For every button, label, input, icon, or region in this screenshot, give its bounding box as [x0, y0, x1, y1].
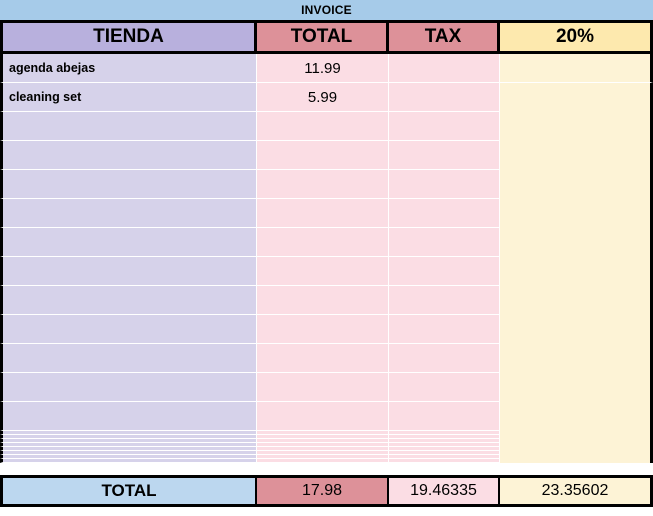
- column-header-percent[interactable]: [500, 23, 653, 51]
- cell-tienda[interactable]: [0, 344, 257, 373]
- cell-total[interactable]: [257, 373, 389, 402]
- cell-total[interactable]: [257, 257, 389, 286]
- total-row-percent-cell[interactable]: [500, 478, 653, 504]
- cell-tienda[interactable]: [0, 402, 257, 431]
- cell-total[interactable]: [257, 344, 389, 373]
- total-row-tax-value: 19.46335: [410, 482, 477, 499]
- cell-total[interactable]: [257, 459, 389, 463]
- table-header-row: [0, 20, 653, 54]
- column-header-tienda-label: TIENDA: [93, 26, 164, 47]
- cell-tax[interactable]: [389, 170, 500, 199]
- cell-total-text: 5.99: [307, 88, 338, 106]
- invoice-title: INVOICE: [301, 3, 352, 17]
- cell-tienda[interactable]: [0, 286, 257, 315]
- cell-tienda[interactable]: [0, 199, 257, 228]
- column-header-tax-label: TAX: [424, 26, 462, 47]
- cell-tax[interactable]: [389, 112, 500, 141]
- column-header-total[interactable]: [257, 23, 389, 51]
- cell-tienda[interactable]: [0, 112, 257, 141]
- column-header-tienda[interactable]: [0, 23, 257, 51]
- cell-tax[interactable]: [389, 286, 500, 315]
- total-row-total-value: 17.98: [301, 482, 343, 499]
- cell-total-text: 11.99: [304, 59, 341, 77]
- column-header-percent-label: 20%: [555, 26, 595, 47]
- cell-tax[interactable]: [389, 315, 500, 344]
- cell-total[interactable]: [257, 402, 389, 431]
- column-header-tax[interactable]: [389, 23, 500, 51]
- cell-total[interactable]: [257, 83, 389, 112]
- cell-tienda[interactable]: [0, 459, 257, 463]
- total-row-tax-cell[interactable]: [389, 478, 500, 504]
- cell-total[interactable]: [257, 228, 389, 257]
- cell-total[interactable]: [257, 141, 389, 170]
- cell-tax[interactable]: [389, 141, 500, 170]
- column-header-total-label: TOTAL: [290, 26, 353, 47]
- total-row: [0, 475, 653, 507]
- table-row: [0, 54, 653, 83]
- cell-tax[interactable]: [389, 459, 500, 463]
- cell-tienda[interactable]: [0, 170, 257, 199]
- cell-tienda[interactable]: [0, 141, 257, 170]
- cell-tienda[interactable]: [0, 315, 257, 344]
- cell-tax[interactable]: [389, 344, 500, 373]
- cell-tienda[interactable]: [0, 54, 257, 83]
- cell-total[interactable]: [257, 199, 389, 228]
- total-row-total-cell[interactable]: [257, 478, 389, 504]
- cell-tienda[interactable]: [0, 83, 257, 112]
- cell-total[interactable]: [257, 54, 389, 83]
- cell-tienda[interactable]: [0, 228, 257, 257]
- cell-tienda-text: cleaning set: [9, 90, 82, 104]
- cell-tienda-text: agenda abejas: [9, 61, 96, 75]
- cell-percent[interactable]: [500, 54, 653, 83]
- cell-total[interactable]: [257, 315, 389, 344]
- cell-total[interactable]: [257, 286, 389, 315]
- total-row-label: TOTAL: [101, 481, 157, 500]
- merged-percent-cell[interactable]: [500, 83, 653, 463]
- total-row-percent-value: 23.35602: [541, 482, 609, 499]
- cell-tax[interactable]: [389, 83, 500, 112]
- table-body: [0, 54, 653, 463]
- cell-tax[interactable]: [389, 257, 500, 286]
- cell-tax[interactable]: [389, 402, 500, 431]
- cell-tax[interactable]: [389, 228, 500, 257]
- cell-tax[interactable]: [389, 373, 500, 402]
- invoice-banner: [0, 0, 653, 20]
- cell-tienda[interactable]: [0, 257, 257, 286]
- row-gap: [0, 463, 653, 475]
- cell-tax[interactable]: [389, 199, 500, 228]
- cell-total[interactable]: [257, 112, 389, 141]
- cell-tienda[interactable]: [0, 373, 257, 402]
- cell-total[interactable]: [257, 170, 389, 199]
- cell-tax[interactable]: [389, 54, 500, 83]
- total-row-label-cell[interactable]: [0, 478, 257, 504]
- bottom-filler: [0, 507, 653, 516]
